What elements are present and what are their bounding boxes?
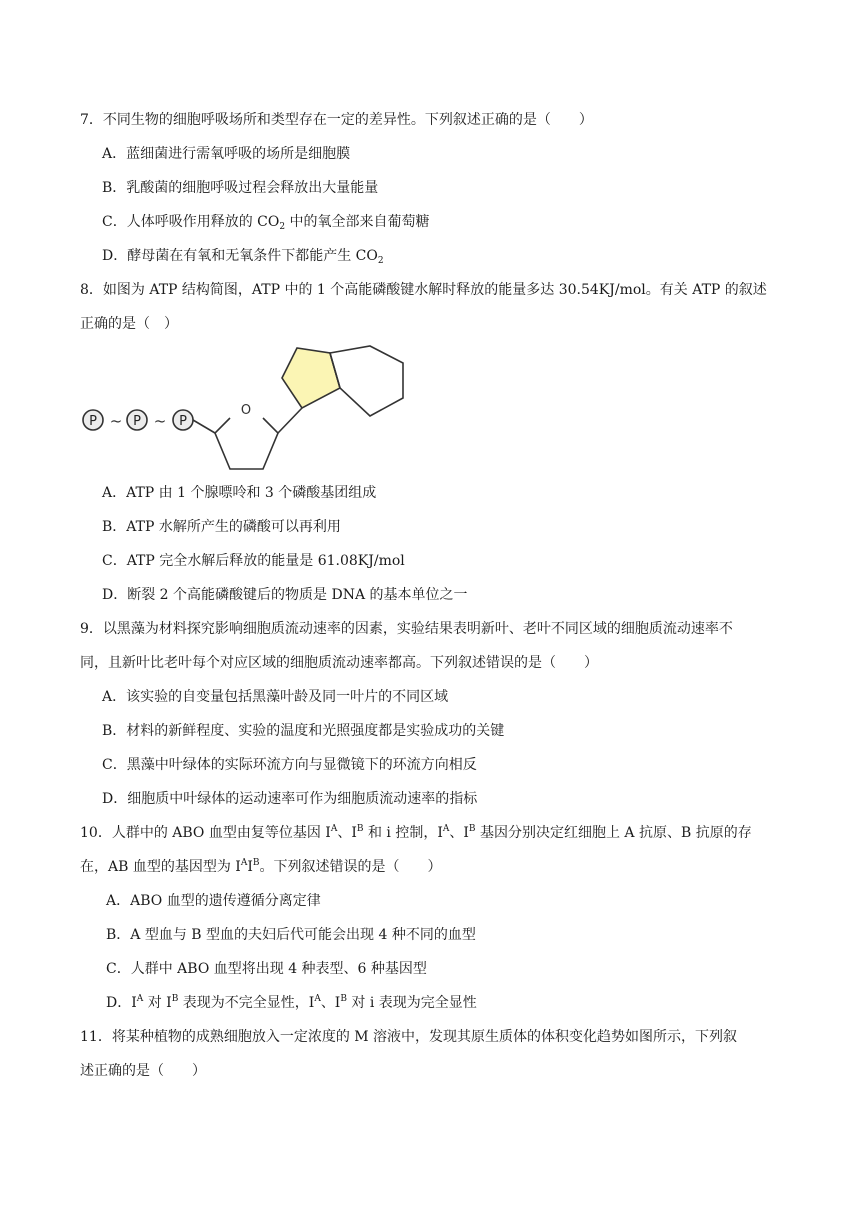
q10-sup-a: A — [330, 824, 338, 834]
q10-sup-b-2: B — [468, 824, 476, 834]
q9-option-d: D．细胞质中叶绿体的运动速率可作为细胞质流动速率的指标 — [102, 791, 478, 807]
phosphate-3-label: P — [179, 414, 187, 429]
ring-oxygen-label: O — [240, 403, 252, 418]
q8-stem-line1: 8．如图为 ATP 结构简图，ATP 中的 1 个高能磷酸键水解时释放的能量多达 30.54KJ/mol。有关 ATP 的叙述 — [80, 282, 767, 298]
phosphate-3 — [173, 410, 193, 430]
q10-d-sup-a: A — [136, 994, 144, 1004]
q8-option-c: C．ATP 完全水解后释放的能量是 61.08KJ/mol — [102, 553, 405, 569]
q7-option-c-text: C．人体呼吸作用释放的 CO — [102, 214, 280, 230]
q10-d-text-2: 对 I — [143, 995, 172, 1011]
phosphate-1 — [83, 410, 103, 430]
q8-stem-line2: 正确的是（ ） — [80, 316, 178, 332]
q7-option-b: B．乳酸菌的细胞呼吸过程会释放出大量能量 — [102, 180, 379, 196]
q10-stem-line2 — [80, 857, 442, 877]
adenine-six-ring — [330, 346, 403, 416]
q7-stem: 7．不同生物的细胞呼吸场所和类型存在一定的差异性。下列叙述正确的是（ ） — [80, 112, 593, 128]
q11-stem-line2: 述正确的是（ ） — [80, 1063, 206, 1079]
q10-stem1-text: 10．人群中的 ABO 血型由复等位基因 I — [80, 825, 331, 841]
q7-option-d-text: D．酵母菌在有氧和无氧条件下都能产生 CO — [102, 248, 378, 264]
q9-option-c: C．黑藻中叶绿体的实际环流方向与显微镜下的环流方向相反 — [102, 757, 477, 773]
q10-stem2-text-3: 。下列叙述错误的是（ ） — [259, 859, 442, 875]
sugar-base-bond — [278, 408, 302, 433]
q10-option-b: B．A 型血与 B 型血的夫妇后代可能会出现 4 种不同的血型 — [106, 927, 476, 943]
q10-stem1-text-4: 、I — [449, 825, 469, 841]
q8-option-a: A．ATP 由 1 个腺嘌呤和 3 个磷酸基团组成 — [102, 485, 377, 501]
q10-d-sup-b-2: B — [340, 994, 347, 1004]
q10-stem2-text: 在，AB 血型的基因型为 I — [80, 859, 241, 875]
q10-d-text-4: 、I — [320, 995, 341, 1011]
q7-option-d-sub: 2 — [377, 256, 384, 266]
q10-option-d — [106, 993, 477, 1013]
q10-d-text: D．I — [106, 995, 137, 1011]
q10-option-c: C．人群中 ABO 血型将出现 4 种表型、6 种基因型 — [106, 961, 427, 977]
q10-stem-line1 — [80, 823, 752, 843]
tilde-bond-2: ~ — [153, 412, 167, 430]
q10-sup-a-3: A — [240, 858, 248, 868]
q10-d-text-3: 表现为不完全显性，I — [178, 995, 315, 1011]
phosphate-1-label: P — [89, 414, 97, 429]
q7-option-c-sub: 2 — [279, 222, 286, 232]
q10-sup-b: B — [356, 824, 364, 834]
q10-sup-a-2: A — [442, 824, 450, 834]
q11-stem-line1: 11．将某种植物的成熟细胞放入一定浓度的 M 溶液中，发现其原生质体的体积变化趋势如图所示，下列叙 — [80, 1029, 738, 1045]
q10-stem1-text-2: 、I — [337, 825, 357, 841]
q8-option-b: B．ATP 水解所产生的磷酸可以再利用 — [102, 519, 341, 535]
q7-option-c — [102, 212, 430, 232]
phosphate-2 — [127, 410, 147, 430]
q10-d-sup-a-2: A — [314, 994, 321, 1004]
ribose-ring — [215, 418, 278, 469]
tilde-bond-1: ~ — [109, 412, 123, 430]
q8-option-d: D．断裂 2 个高能磷酸键后的物质是 DNA 的基本单位之一 — [102, 587, 468, 603]
atp-structure-diagram — [70, 336, 420, 476]
q10-d-sup-b: B — [171, 994, 179, 1004]
q9-option-b: B．材料的新鲜程度、实验的温度和光照强度都是实验成功的关键 — [102, 723, 505, 739]
q10-d-text-5: 对 i 表现为完全显性 — [346, 995, 477, 1011]
q10-stem1-text-3: 和 i 控制，I — [363, 825, 443, 841]
q7-option-d — [102, 246, 384, 266]
q10-stem2-text-2: I — [247, 859, 253, 875]
q10-sup-b-3: B — [252, 858, 260, 868]
q9-option-a: A．该实验的自变量包括黑藻叶龄及同一叶片的不同区域 — [102, 689, 449, 705]
q7-option-a: A．蓝细菌进行需氧呼吸的场所是细胞膜 — [102, 146, 351, 162]
q10-stem1-text-5: 基因分别决定红细胞上 A 抗原、B 抗原的存 — [475, 825, 752, 841]
q9-stem-line1: 9．以黑藻为材料探究影响细胞质流动速率的因素，实验结果表明新叶、老叶不同区域的细胞质流动速率不 — [80, 621, 733, 637]
q9-stem-line2: 同，且新叶比老叶每个对应区域的细胞质流动速率都高。下列叙述错误的是（ ） — [80, 655, 598, 671]
q7-option-c-text-end: 中的氧全部来自葡萄糖 — [285, 214, 430, 230]
phosphate-sugar-bond — [193, 420, 215, 433]
q10-option-a: A．ABO 血型的遗传遵循分离定律 — [106, 893, 321, 909]
phosphate-2-label: P — [133, 414, 141, 429]
